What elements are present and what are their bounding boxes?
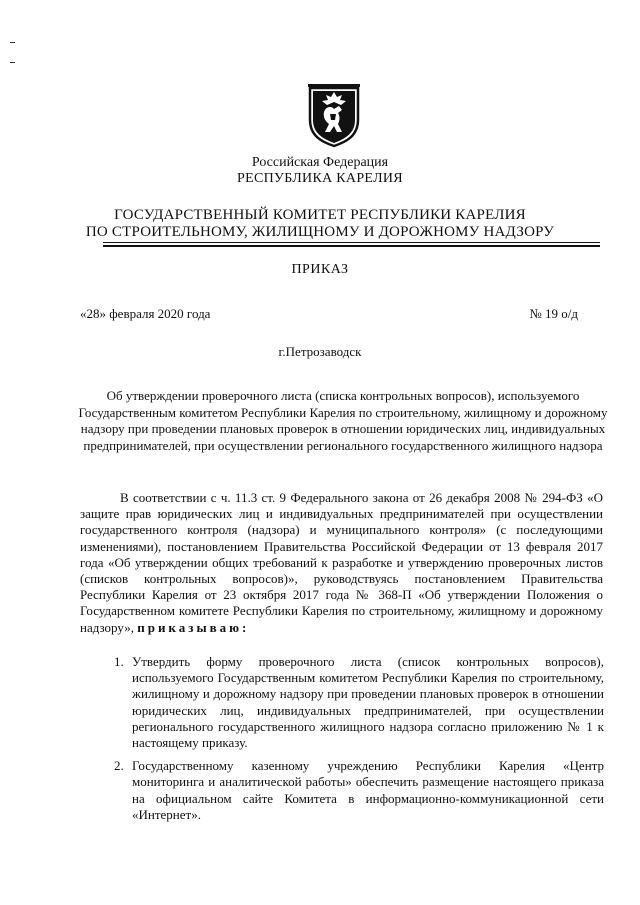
order-word: приказываю: bbox=[137, 619, 250, 635]
committee-name-line-2: ПО СТРОИТЕЛЬНОМУ, ЖИЛИЩНОМУ И ДОРОЖНОМУ НАДЗОРУ bbox=[85, 224, 555, 240]
document-type: ПРИКАЗ bbox=[291, 262, 349, 277]
list-item bbox=[80, 758, 604, 823]
header-rule-thick bbox=[103, 245, 600, 247]
document-subject: Об утверждении проверочного листа (списка контрольных вопросов), используемого Государственным комитетом Республики Карелия по строительному, жилищному и дорожному надзору при проведении плановых проверок в отношении юридических лиц, индивидуальных предпринимателей, при осуществлении регионального государственного жилищного надзора bbox=[78, 388, 608, 453]
country-name: Российская Федерация bbox=[251, 155, 389, 170]
scan-mark bbox=[10, 42, 15, 43]
item-number: 2. bbox=[114, 758, 124, 774]
republic-name: РЕСПУБЛИКА КАРЕЛИЯ bbox=[237, 171, 403, 186]
header-rule-thin bbox=[103, 242, 600, 243]
order-items-list bbox=[80, 654, 604, 830]
karelia-coat-of-arms-icon bbox=[306, 84, 362, 148]
preamble-paragraph bbox=[80, 490, 603, 636]
item-number: 1. bbox=[114, 654, 124, 669]
document-city: г.Петрозаводск bbox=[278, 344, 362, 359]
document-number: № 19 о/д bbox=[529, 306, 578, 321]
item-text: Утвердить форму проверочного листа (список контрольных вопросов), используемого Государственным комитетом Республики Карелия по строительному, жилищному и дорожному надзору при проведении плановых проверок в отношении юридических лиц, индивидуальных предпринимателей, при осуществлении регионального государственного жилищного надзора согласно приложению № 1 к настоящему приказу. bbox=[132, 654, 604, 751]
preamble-text: В соответствии с ч. 11.3 ст. 9 Федерального закона от 26 декабря 2008 № 294-ФЗ «О защите прав юридических лиц и индивидуальных предпринимателей при осуществлении государственного контроля (надзора) и муниципального контроля» (с последующими изменениями), постановлением Правительства Российской Федерации от 13 февраля 2017 года «Об утверждении общих требований к разработке и утверждению проверочных листов (списков контрольных вопросов)», руководствуясь постановлением Правительства Республики Карелия от 23 октября 2017 года № 368-П «Об утверждении Положения о Государственном комитете Республики Карелия по строительному, жилищному и дорожному надзору», bbox=[80, 490, 603, 635]
list-item bbox=[80, 654, 604, 751]
committee-name-line-1: ГОСУДАРСТВЕННЫЙ КОМИТЕТ РЕСПУБЛИКИ КАРЕЛИЯ bbox=[114, 207, 526, 223]
item-text: Государственному казенному учреждению Республики Карелия «Центр мониторинга и аналитической работы» обеспечить размещение настоящего приказа на официальном сайте Комитета в информационно-коммуникационной сети «Интернет». bbox=[132, 758, 604, 822]
document-date: «28» февраля 2020 года bbox=[80, 306, 211, 321]
scan-mark bbox=[10, 62, 15, 63]
